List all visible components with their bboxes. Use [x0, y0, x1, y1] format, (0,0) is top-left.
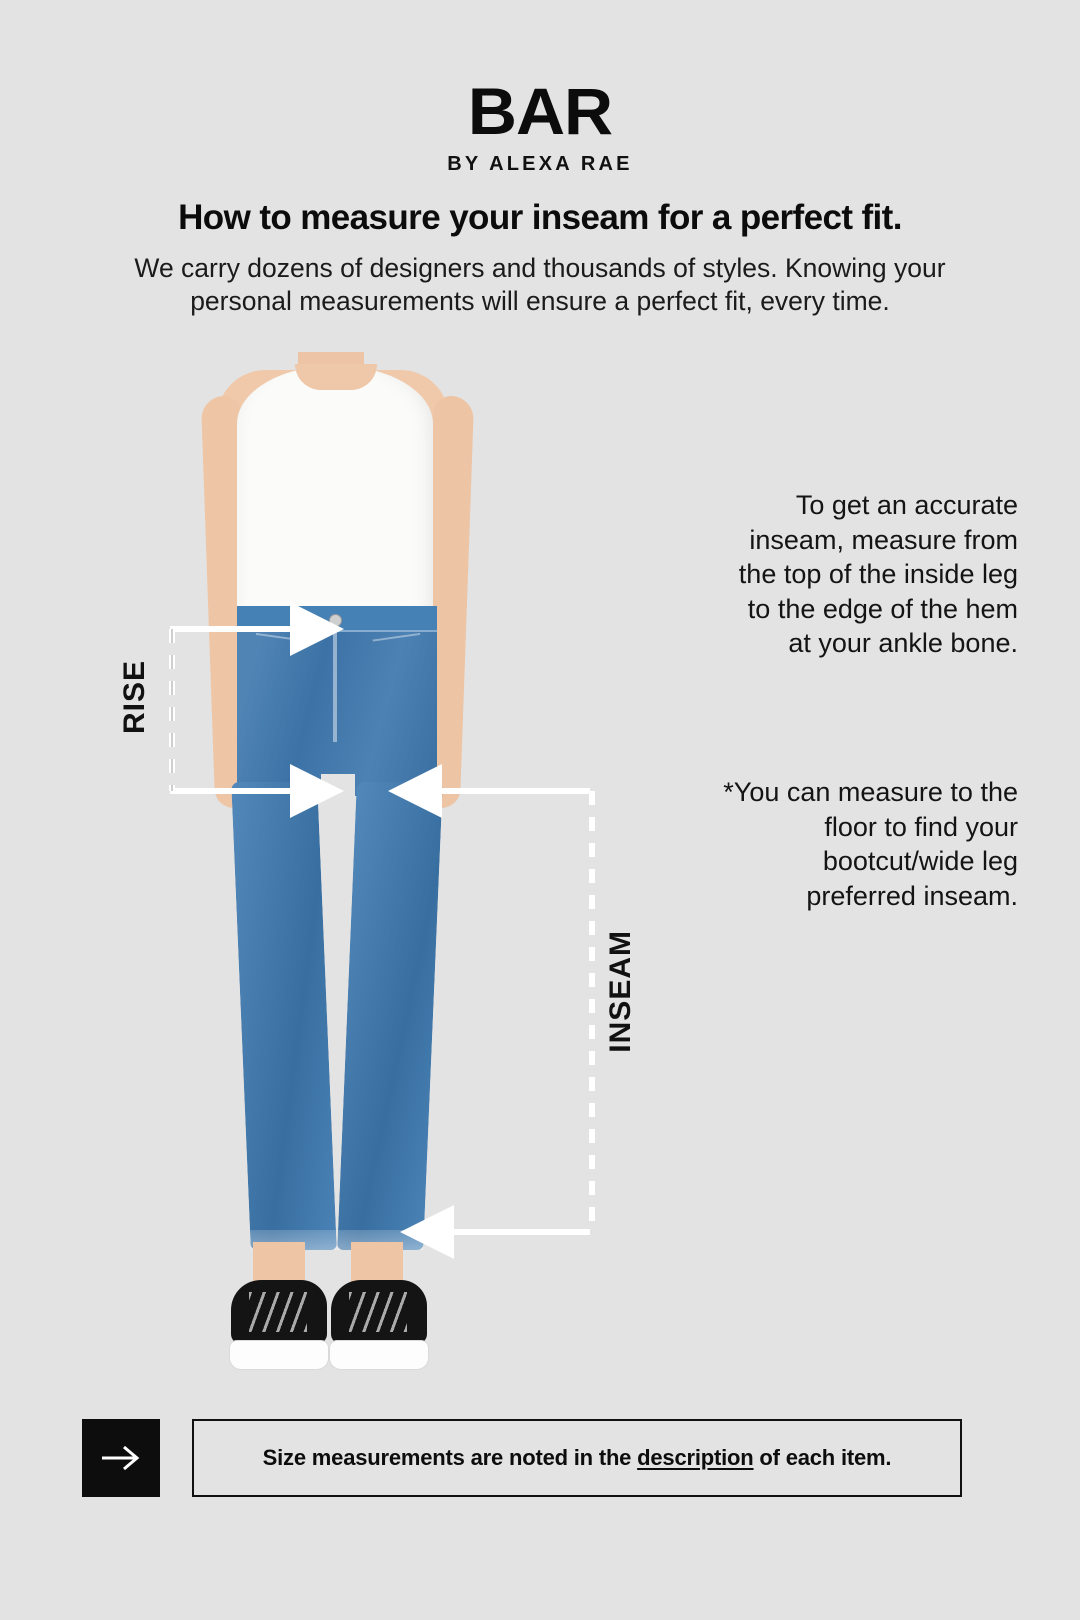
footer-note-text	[263, 1445, 892, 1471]
inseam-label: INSEAM	[604, 930, 637, 1053]
rise-label: RISE	[118, 660, 151, 735]
figure-right-sneaker	[331, 1280, 427, 1372]
jeans-crotch-gap	[321, 774, 355, 816]
page-title: How to measure your inseam for a perfect fit.	[178, 198, 902, 237]
bootcut-note: *You can measure to the floor to find your bootcut/wide leg preferred inseam.	[723, 777, 1018, 911]
jeans-right-leg	[337, 782, 443, 1250]
footer-text-underlined: description	[637, 1445, 754, 1470]
brand-logo-tagline: BY ALEXA RAE	[447, 153, 633, 175]
jeans-left-leg	[231, 782, 337, 1250]
inseam-instruction-note: To get an accurate inseam, measure from the top of the inside leg to the edge of the hem at your ankle bone.	[738, 490, 1018, 659]
footer-note-box	[192, 1419, 962, 1497]
sneaker-platform-sole	[229, 1340, 329, 1370]
next-arrow-button[interactable]	[82, 1419, 160, 1497]
figure-left-sneaker	[231, 1280, 327, 1372]
footer-text-before: Size measurements are noted in the	[262, 1445, 638, 1470]
arrow-right-icon	[99, 1442, 143, 1474]
sneaker-platform-sole	[329, 1340, 429, 1370]
jeans-fly-seam	[333, 632, 337, 742]
brand-logo-wordmark: BAR	[467, 74, 613, 148]
sneaker-upper	[331, 1280, 427, 1344]
jeans-button-icon	[329, 614, 342, 627]
figure-tank-top	[237, 366, 433, 634]
page-subtitle: We carry dozens of designers and thousands of styles. Knowing your personal measurements will ensure a perfect fit, every time.	[134, 253, 946, 317]
footer-text-after: of each item.	[753, 1445, 892, 1470]
figure-jeans	[237, 606, 437, 1246]
sneaker-upper	[231, 1280, 327, 1344]
model-illustration	[175, 352, 505, 1362]
brand-logo	[0, 74, 1080, 176]
